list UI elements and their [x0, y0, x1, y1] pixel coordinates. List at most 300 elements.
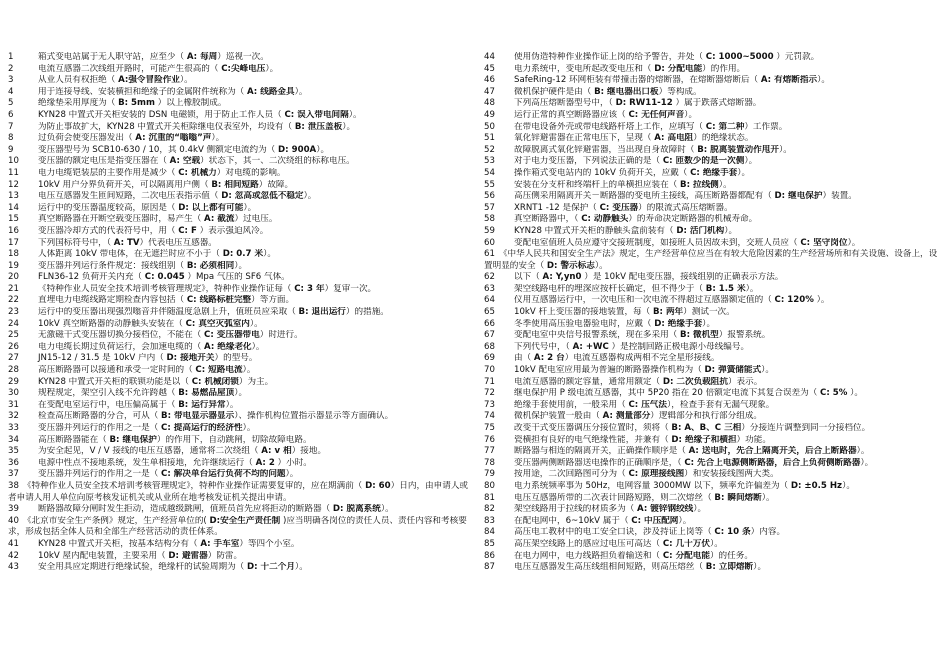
question-text-end: ）内容。 — [750, 527, 786, 538]
question-text: JN15-12 / 31.5 是 10kV 户内（ — [38, 353, 167, 364]
question-text-end: ）。 — [249, 318, 263, 329]
question-number: 68 — [484, 341, 495, 352]
answer-text: D: 绝缘手套 — [654, 318, 703, 329]
answer-text: A: 2 — [255, 457, 275, 468]
question-number: 86 — [484, 550, 495, 561]
question-item — [8, 319, 476, 331]
question-item — [8, 284, 476, 296]
question-number: 67 — [484, 330, 495, 341]
question-item — [8, 272, 476, 284]
question-item — [484, 75, 944, 87]
question-text-end: ）。 — [285, 469, 299, 480]
question-item — [484, 87, 944, 99]
answer-text: B: 必须相同 — [186, 260, 235, 271]
answer-text: C: 匝数少的是一次侧 — [662, 156, 745, 167]
answer-text: B: 5mm — [118, 98, 155, 109]
question-text: 下列高压熔断器型号中，（ — [514, 98, 616, 109]
question-number: 27 — [8, 353, 19, 364]
answer-text: D: 0.7 米 — [222, 249, 264, 260]
question-item — [484, 365, 944, 377]
question-text: XRNT1 -12 是保护（ — [514, 202, 600, 213]
question-text-end: ）防雷。 — [207, 550, 243, 561]
question-text-end: ）对电缆的影响。 — [216, 167, 286, 178]
question-number: 34 — [8, 434, 19, 445]
question-number: 70 — [484, 365, 495, 376]
question-text: 电压互感器发生高压线组相间短路，则高压熔丝（ — [514, 562, 706, 573]
question-text-end: ）的作用。 — [702, 63, 746, 74]
question-text: FLN36-12 负荷开关内充（ — [38, 272, 145, 283]
answer-text: C: 提高运行的经济性 — [161, 423, 243, 433]
answer-text: B: 微机型 — [680, 330, 719, 341]
question-item — [8, 435, 476, 447]
question-number: 48 — [484, 98, 495, 109]
answer-text: C: 机械力 — [178, 167, 217, 178]
answer-text: C: 无任何声音 — [628, 109, 685, 120]
question-text-end: ）装置。 — [822, 191, 857, 202]
question-text-end: ）。 — [294, 86, 308, 97]
question-number: 64 — [484, 295, 495, 306]
answer-text: D: 分配电能 — [654, 63, 703, 74]
question-text: 电力系统中，变电所起改变电压和（ — [514, 63, 655, 74]
question-number: 87 — [484, 562, 495, 573]
answer-text: C: 变压器 — [599, 202, 639, 213]
question-text: 下列国标符号中，（ — [38, 237, 114, 248]
question-item — [484, 539, 944, 551]
question-text-end: ）。 — [737, 167, 751, 178]
question-item — [484, 435, 944, 447]
question-text: 高压电工教材中的电工安全口诀，涉及持证上岗等（ — [514, 527, 715, 538]
answer-text: C: 中压配网 — [631, 515, 679, 526]
question-item — [484, 249, 944, 272]
question-number: 55 — [484, 179, 495, 190]
question-text: 安全用具应定期进行绝缘试验，绝缘杆的试验周期为（ — [38, 562, 247, 573]
question-item — [484, 319, 944, 331]
question-text-end: ），检查手套有无漏气现象。 — [666, 399, 775, 410]
question-text: 运行中的变压器出现强烈嗡音并伴随温度急剧上升，值班员应采取（ — [38, 307, 299, 318]
question-item — [8, 539, 476, 551]
question-number: 54 — [484, 167, 495, 178]
question-text-end: ）属于跌落式熔断器。 — [672, 98, 762, 109]
answer-text: B: 立即熔断 — [705, 562, 754, 573]
question-number: 44 — [484, 52, 495, 62]
question-text: 变压器并列运行的作用之一是（ — [38, 423, 162, 433]
answer-text: D: ±0.5 Hz — [790, 480, 843, 491]
question-number: 37 — [8, 469, 19, 480]
answer-text: C: 1000~5000 — [705, 52, 774, 62]
answer-text: D: RW11-12 — [615, 98, 673, 109]
question-number: 47 — [484, 86, 495, 97]
question-text-end: ）。 — [847, 237, 861, 248]
question-text-end: ）。 — [813, 295, 830, 306]
question-number: 41 — [8, 538, 19, 549]
question-text: 电力系统频率事为 50Hz，电网容量 3000MW 以下，频率允许偏差为（ — [514, 480, 791, 491]
answer-text: A: 高电阻 — [654, 133, 694, 144]
question-text: 使用伪造特种作业操作证上岗的给予警告，并处（ — [514, 52, 706, 62]
question-number: 60 — [484, 237, 495, 248]
question-text: 检查高压断路器的分合，可从（ — [38, 411, 162, 422]
question-item — [8, 469, 476, 481]
question-item — [8, 64, 476, 76]
question-text-end: ）。 — [251, 341, 265, 352]
answer-text: B: 两年 — [652, 307, 684, 318]
question-text-end: ）。 — [778, 144, 792, 155]
question-text-end: ）的作用下，自动跳闸，切除故障电路。 — [156, 434, 312, 445]
right-question-column — [484, 52, 944, 574]
question-number: 77 — [484, 446, 495, 457]
answer-text: A: 线路金具 — [246, 86, 295, 97]
question-text-end: ）的措施。 — [345, 307, 389, 318]
question-text-end: ）过电压。 — [234, 214, 278, 225]
question-text-end: ）的型号。 — [214, 353, 258, 364]
question-text-end: ）。 — [684, 109, 698, 120]
answer-text: C: 先合上电源侧断路器，后合上负荷侧断路器 — [684, 457, 861, 468]
question-item — [8, 214, 476, 226]
question-text: 10kV 配电室应用最为普遍的断路器操作机构为（ — [514, 365, 705, 376]
question-number: 72 — [484, 388, 495, 399]
question-text: 高压侧采用隔离开关－断路器的变电所主接线，高压断路器都配有（ — [514, 191, 775, 202]
question-text: 直埋电力电缆线路定期检查内容包括（ — [38, 295, 187, 306]
question-number: 19 — [8, 260, 19, 271]
question-text-end: ）工作票。 — [744, 121, 788, 132]
question-text: 绝缘垫采用厚度为（ — [38, 98, 119, 109]
answer-text: B: 继电器出口板 — [594, 86, 659, 97]
question-item — [484, 238, 944, 250]
question-item — [484, 307, 944, 319]
question-number: 43 — [8, 562, 19, 573]
question-text: 为安全起见，V / V 接线的电压互感器，通常将二次绕组（ — [38, 446, 262, 457]
answer-text: A: TV — [113, 237, 140, 248]
question-text: 《特种作业人员安全技术培训考核管理规定》，特种作业操作证需要复审的，应在期满前（ — [22, 480, 366, 491]
question-item — [8, 377, 476, 389]
question-text: 架空线路用于拉线的材质多为（ — [514, 504, 638, 515]
question-number: 18 — [8, 249, 19, 260]
question-text: KYN28 中置式开关柜的静触头盒前装有（ — [514, 225, 677, 236]
question-item — [484, 52, 944, 64]
question-item — [484, 122, 944, 134]
question-text-end: ）接地。 — [291, 446, 327, 457]
question-text: 电源中性点不接地系统，发生单相接地，允许继续运行（ — [38, 457, 256, 468]
question-number: 83 — [484, 515, 495, 526]
question-number: 36 — [8, 457, 19, 468]
question-text-end: ）。 — [709, 538, 723, 549]
question-text: 冬季使用高压验电器验电时，应戴（ — [514, 318, 655, 329]
question-item — [8, 365, 476, 377]
question-text: 运行中的变压器温度较高，原因是（ — [38, 202, 179, 213]
question-number: 84 — [484, 527, 495, 538]
question-text: 变压器两侧断路器送电操作的正确顺序是，（ — [514, 457, 685, 468]
question-number: 82 — [484, 504, 495, 515]
question-text: 变配电室值班人员应遵守交接班制度，如接班人员因故未到，交班人员应（ — [514, 237, 801, 248]
question-number: 1 — [8, 52, 14, 62]
answer-text: B: 瞬间熔断 — [714, 492, 762, 503]
answer-text: D: 60 — [365, 480, 391, 491]
question-item — [484, 191, 944, 203]
question-text: 下列代号中，（ — [514, 341, 573, 352]
question-text: 运行正常的真空断路器应该（ — [514, 109, 629, 120]
answer-text: C: 0.045 — [144, 272, 185, 283]
question-text-end: ）。 — [265, 63, 279, 74]
question-text-end: ）功能。 — [736, 434, 771, 445]
left-question-column — [8, 52, 476, 574]
question-item — [484, 272, 944, 284]
question-number: 2 — [8, 63, 14, 74]
question-item — [484, 458, 944, 470]
question-item — [484, 284, 944, 296]
answer-text: B: 泄压盖板 — [294, 121, 343, 132]
question-item — [8, 411, 476, 423]
question-text-end: ）Mpa 气压的 SF6 气体。 — [184, 272, 290, 283]
question-item — [8, 110, 476, 122]
answer-text: D: 弹簧储能式 — [704, 365, 762, 376]
question-text-end: ）表示强迫风冷。 — [196, 225, 269, 236]
question-item — [484, 168, 944, 180]
answer-text: D: 900A — [278, 144, 317, 155]
answer-text: A: 2 台 — [533, 353, 565, 364]
question-number: 9 — [8, 144, 14, 155]
question-text-end: ）代表电压互感器。 — [139, 237, 217, 248]
question-number: 39 — [8, 504, 19, 515]
question-item — [484, 180, 944, 192]
question-text: 仪用互感器运行中，一次电压和一次电流不得超过互感器额定值的（ — [514, 295, 775, 306]
question-number: 52 — [484, 144, 495, 155]
question-text: 绝缘手套使用前，一般采用（ — [514, 399, 629, 410]
question-text-end: ）的绝缘状态。 — [693, 133, 754, 144]
question-text-end: ）。 — [234, 260, 248, 271]
question-item — [484, 133, 944, 145]
question-item — [484, 342, 944, 354]
question-text: 电流互感器的额定容量，通常用额定（ — [514, 376, 663, 387]
question-number: 13 — [8, 191, 19, 202]
question-item — [484, 330, 944, 342]
question-item — [484, 551, 944, 563]
question-text-end: ）。 — [342, 121, 356, 132]
question-text-end: ）。 — [753, 562, 767, 573]
question-number: 21 — [8, 283, 19, 294]
question-text-end: ）。 — [294, 562, 308, 573]
answer-text: B: 带电显示器显示 — [161, 411, 235, 422]
question-number: 22 — [8, 295, 19, 306]
question-text: 继电保护用 P 级电流互感器，其中 5P20 指在 20 倍额定电流下其复合误差为（ — [514, 388, 821, 399]
question-number: 40 — [8, 515, 19, 526]
answer-text: B: 拉线侧 — [680, 179, 719, 190]
question-text-end: ）的寿命决定断路器的机械寿命。 — [628, 214, 758, 225]
question-number: 73 — [484, 399, 495, 410]
question-text: 在配电网中，6~10kV 属于（ — [514, 515, 632, 526]
answer-text: C: 3 年 — [294, 283, 325, 294]
question-text-end: ）元罚款。 — [773, 52, 820, 62]
question-item — [8, 562, 476, 574]
question-text: 为防止事故扩大，KYN28 中置式开关柜除继电仪表室外，均设有（ — [38, 121, 295, 132]
answer-text: C: 绝缘手套 — [690, 167, 738, 178]
question-text: 对于电力变压器，下列说法正确的是（ — [514, 156, 663, 167]
question-text-end: ）。 — [234, 388, 248, 399]
question-number: 63 — [484, 283, 495, 294]
answer-text: C: 10 条 — [714, 527, 751, 538]
question-text: 高压断路器能在（ — [38, 434, 110, 445]
question-number: 71 — [484, 376, 495, 387]
answer-text: C: 压气法 — [628, 399, 667, 410]
question-item — [8, 423, 476, 435]
question-text: 断路器与相连的隔离开关，正确操作顺序是（ — [514, 446, 689, 457]
question-text-end: )应当明确各岗位的责任人员、责任内容和考核要求，形成包括全体人员和全部生产经营活动的责任体系。 — [8, 515, 467, 538]
question-text-end: ）。 — [380, 504, 394, 515]
question-number: 79 — [484, 469, 495, 480]
answer-text: C: 短路电流 — [195, 365, 243, 376]
question-text: 规程规定，架空引入线不允许跨越（ — [38, 388, 179, 399]
answer-text: D: 活门机构 — [676, 225, 725, 236]
question-item — [8, 75, 476, 87]
question-text: 架空线路电杆的埋深应按杆长确定，但不得少于（ — [514, 283, 706, 294]
question-text-end: ）等四个小室。 — [239, 538, 300, 549]
question-text: 由（ — [514, 353, 534, 364]
question-item — [8, 87, 476, 99]
question-item — [484, 423, 944, 435]
question-item — [484, 411, 944, 423]
question-text: SafeRing-12 环网柜装有带撞击器的熔断器，在熔断器熔断后（ — [514, 75, 761, 86]
question-item — [8, 156, 476, 168]
question-text-end: ）。 — [842, 480, 855, 491]
question-item — [484, 214, 944, 226]
question-item — [484, 469, 944, 481]
question-number: 7 — [8, 121, 14, 132]
question-item — [484, 504, 944, 516]
question-text-end: ）。 — [211, 133, 225, 144]
answer-text: D: 警示标志 — [546, 260, 595, 271]
question-number: 20 — [8, 272, 19, 283]
answer-text: B: 1.5 米 — [705, 283, 746, 294]
answer-text: D: 以上都有可能 — [178, 202, 244, 213]
question-text-end: ）。 — [724, 225, 738, 236]
question-text-end: ）。 — [693, 504, 707, 515]
answer-text: B: 易燃品屋顶 — [178, 388, 235, 399]
question-text: 《中华人民共和国安全生产法》规定，生产经营单位应当在有较大危险因素的生产经营场所和有关设施、设备上，设置明显的安全（ — [484, 249, 938, 271]
question-number: 14 — [8, 202, 19, 213]
question-item — [484, 145, 944, 157]
question-item — [8, 145, 476, 157]
question-item — [8, 249, 476, 261]
answer-text: D: 绝缘子和横担 — [671, 434, 737, 445]
answer-text: D: 忽高或忽低不稳定 — [221, 191, 304, 202]
question-text-end: ）表示。 — [727, 376, 763, 387]
question-item — [8, 122, 476, 134]
answer-text: A: 有熔断指示 — [760, 75, 818, 86]
answer-text: C: 动静触头 — [581, 214, 629, 225]
question-text: 氧化锌避雷器在正常电压下，呈现（ — [514, 133, 655, 144]
question-text-end: ）时进行。 — [259, 330, 303, 341]
question-text: 以下（ — [514, 272, 543, 283]
question-number: 26 — [8, 341, 19, 352]
question-text-end: ）为主。 — [238, 376, 274, 387]
question-text-end: ）。 — [303, 191, 317, 202]
question-text: 10kV 屋内配电装置，主要采用（ — [38, 550, 169, 561]
answer-text: D: 继电保护 — [774, 191, 823, 202]
question-text-end: ）日内，由申请人或者申请人用人单位向原考核发证机关或从业所在地考核发证机关提出申请。 — [8, 480, 469, 503]
question-text-end: ）。 — [702, 318, 716, 329]
question-item — [484, 295, 944, 307]
question-text-end: ）。 — [678, 515, 692, 526]
question-item — [8, 261, 476, 273]
answer-text: D: 接地开关 — [166, 353, 215, 364]
question-item — [484, 481, 944, 493]
answer-text: A: Y,yn0 — [542, 272, 582, 283]
question-text: 变压器的额定电压是指变压器在（ — [38, 156, 170, 167]
question-text: 《特种作业人员安全技术培训考核管理规定》，特种作业操作证每（ — [38, 283, 295, 294]
question-text: 人体距离 10kV 带电体，在无遮拦时应不小于（ — [38, 249, 223, 260]
question-text: 瓷横担有良好的电气绝缘性能，并兼有（ — [514, 434, 672, 445]
question-number: 12 — [8, 179, 19, 190]
question-number: 29 — [8, 376, 19, 387]
question-text: 在带电设备外壳或带电线路杆塔上工作，应填写（ — [514, 121, 706, 132]
question-text: 操作箱式变电站内的 10kV 负荷开关，应戴（ — [514, 167, 691, 178]
question-number: 30 — [8, 388, 19, 399]
question-text: KYN28 中置式开关柜，按基本结构分有（ — [38, 538, 201, 549]
answer-text: A: 手车室 — [200, 538, 240, 549]
question-number: 75 — [484, 423, 495, 433]
question-number: 57 — [484, 202, 495, 213]
question-text-end: ）报警系统。 — [718, 330, 771, 341]
answer-text: A: 沉重的“嗡嗡”声 — [135, 133, 212, 144]
answer-text: C: 第二种 — [705, 121, 745, 132]
question-number: 16 — [8, 225, 19, 236]
question-item — [8, 238, 476, 250]
question-text-end: ）电流互感器构成两相不完全星形接线。 — [564, 353, 720, 364]
answer-text: D: 避雷器 — [168, 550, 208, 561]
question-item — [8, 446, 476, 458]
question-text: 箱式变电站属于无人职守站，应至少（ — [38, 52, 187, 62]
question-item — [484, 98, 944, 110]
question-text-end: ）等构成。 — [658, 86, 702, 97]
answer-text: A: +WC — [572, 341, 609, 352]
question-item — [484, 377, 944, 389]
question-text: 变压器并列运行的作用之一是（ — [38, 469, 162, 480]
question-text-end: ）的限流式高压熔断器。 — [638, 202, 733, 213]
answer-text: B: 运行异常 — [178, 399, 226, 410]
question-text: 变压器冷却方式的代表符号中，用（ — [38, 225, 179, 236]
question-item — [484, 203, 944, 215]
answer-text: C: 分配电能 — [662, 550, 710, 561]
answer-text: A: 空载 — [169, 156, 201, 167]
question-item — [8, 504, 476, 516]
question-item — [8, 388, 476, 400]
answer-text: A:强令冒险作业 — [118, 75, 180, 86]
answer-text: D: 脱离系统 — [332, 504, 381, 515]
question-text-end: ）。 — [745, 283, 759, 294]
answer-text: C: 坚守岗位 — [800, 237, 848, 248]
question-item — [484, 64, 944, 76]
question-text-end: ）。 — [744, 156, 758, 167]
answer-text: C:尖峰电压 — [221, 63, 266, 74]
question-number: 6 — [8, 109, 14, 120]
question-text: 微机保护装置一般由（ — [514, 411, 603, 422]
question-number: 17 — [8, 237, 19, 248]
answer-text: B: 继电保护 — [109, 434, 157, 445]
question-text: 断路器故障分闸时发生拒动，造成越级跳闸，值班员首先应将拒动的断路器（ — [38, 504, 333, 515]
question-number: 38 — [8, 480, 19, 491]
question-number: 23 — [8, 307, 19, 318]
answer-text: B: 退出运行 — [298, 307, 346, 318]
question-text-end: ）。 — [263, 249, 276, 260]
question-number: 32 — [8, 411, 19, 422]
question-text-end: ）。 — [718, 179, 732, 190]
question-number: 3 — [8, 75, 14, 86]
question-text-end: ）。 — [761, 492, 775, 503]
answer-text: C: 线路标桩完整 — [186, 295, 252, 306]
question-item — [484, 562, 944, 574]
question-text-end: ）故障。 — [258, 179, 294, 190]
question-text-end: ）。 — [860, 457, 874, 468]
question-number: 50 — [484, 121, 495, 132]
question-number: 76 — [484, 434, 495, 445]
